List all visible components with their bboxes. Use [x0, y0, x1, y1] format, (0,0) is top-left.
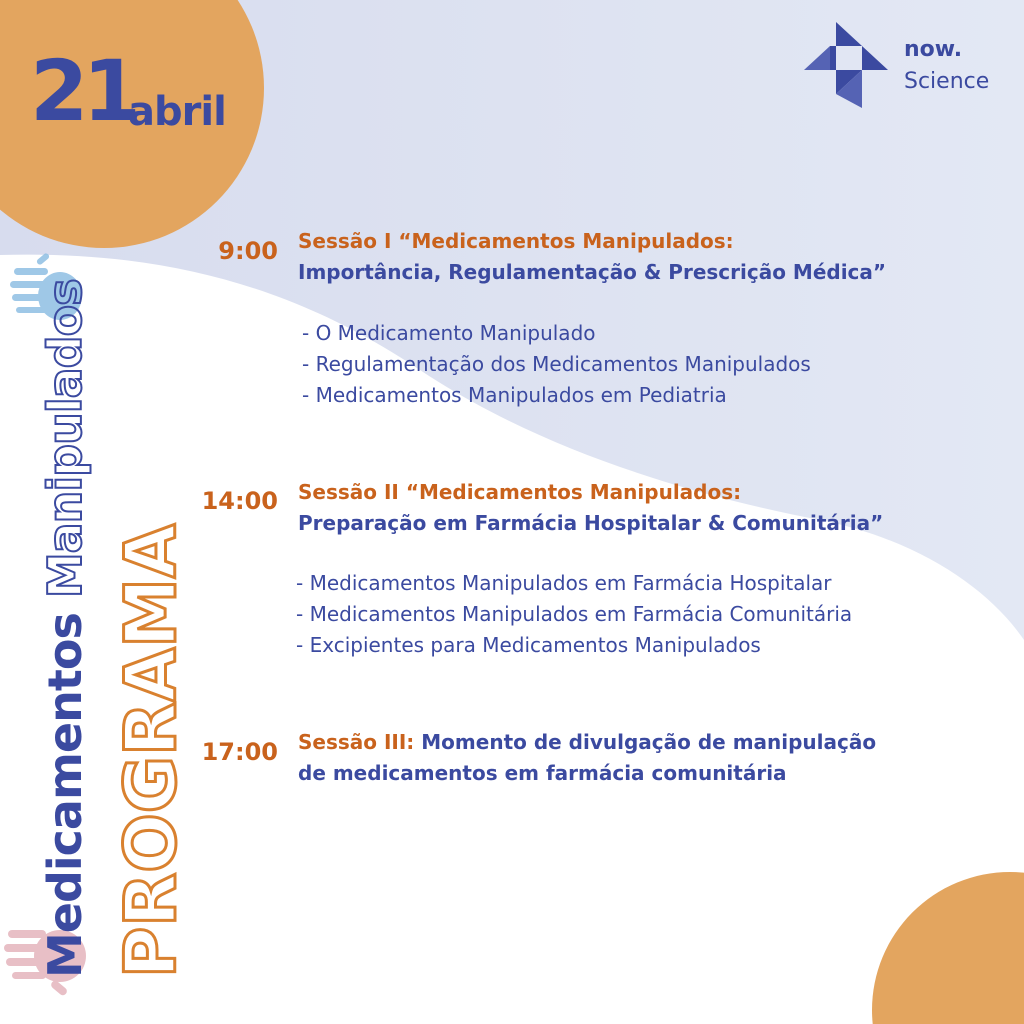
session-topic: - Excipientes para Medicamentos Manipulados: [296, 633, 761, 657]
session-topics: [302, 318, 811, 411]
programa-heading: PROGRAMA: [110, 523, 192, 978]
session-topic: - O Medicamento Manipulado: [302, 321, 596, 345]
brand-line-2: Science: [904, 69, 990, 94]
session-time: 14:00: [201, 487, 278, 515]
session-topic: - Medicamentos Manipulados em Pediatria: [302, 383, 727, 407]
session-title-line-1: Sessão II “Medicamentos Manipulados:: [298, 480, 742, 504]
session-title: [298, 727, 876, 789]
session-topics: [296, 568, 852, 661]
session-topic: - Medicamentos Manipulados em Farmácia Hospitalar: [296, 571, 832, 595]
event-title-vertical: [38, 279, 92, 978]
event-title-word-1: Medicamentos: [38, 613, 92, 978]
session-title-line-2: de medicamentos em farmácia comunitária: [298, 761, 787, 785]
session-topic: - Regulamentação dos Medicamentos Manipulados: [302, 352, 811, 376]
event-title-word-2: Manipulados: [38, 279, 92, 599]
session-time: 9:00: [218, 237, 278, 265]
session-title-line-1: Sessão I “Medicamentos Manipulados:: [298, 229, 734, 253]
date-month: abril: [128, 89, 226, 135]
session-title: [298, 477, 883, 539]
session-title-inline: Momento de divulgação de manipulação: [421, 730, 877, 754]
brand-line-1: now.: [904, 37, 963, 62]
session-topic: - Medicamentos Manipulados em Farmácia Comunitária: [296, 602, 853, 626]
date-day: 21: [30, 42, 135, 140]
session-time: 17:00: [201, 738, 278, 766]
session-title-line-2: Importância, Regulamentação & Prescrição Médica”: [298, 260, 887, 284]
session-title-line-2: Preparação em Farmácia Hospitalar & Comunitária”: [298, 511, 884, 535]
session-title-label: Sessão III:: [298, 730, 415, 754]
now-science-logo-icon: [800, 22, 890, 108]
session-title: [298, 226, 886, 288]
brand-name: [904, 34, 989, 98]
